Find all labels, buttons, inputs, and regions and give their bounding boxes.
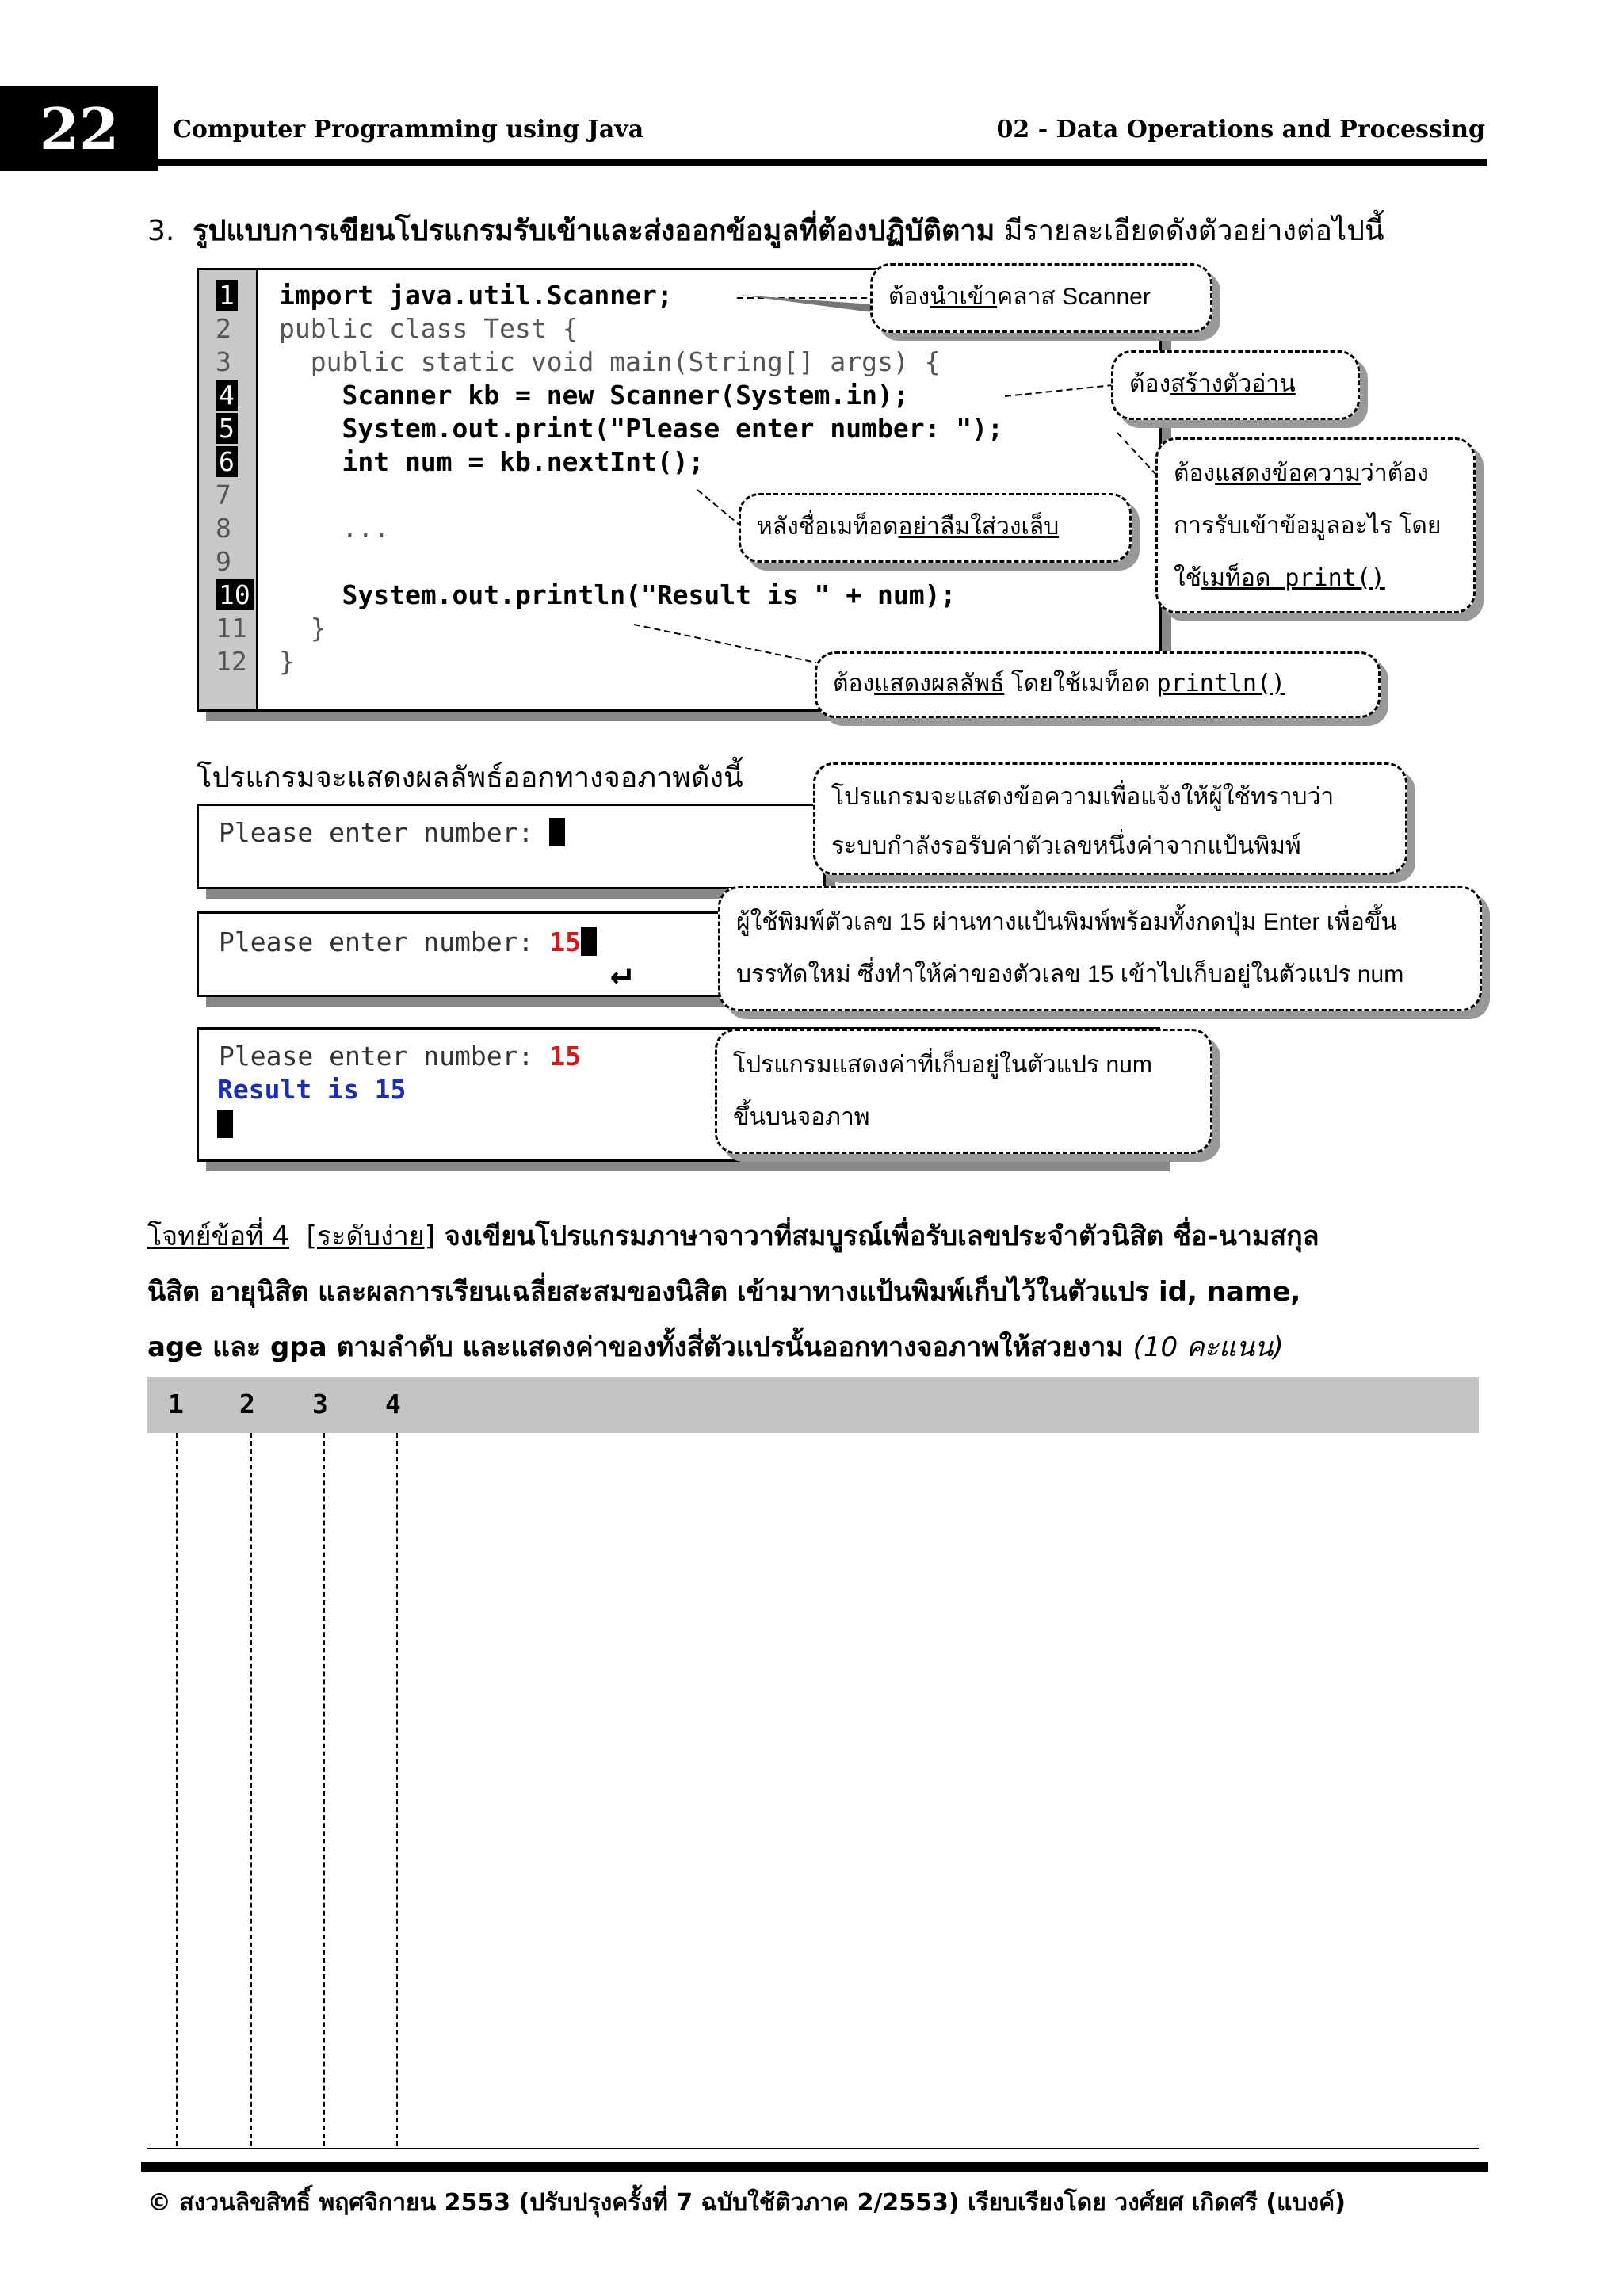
page-number: 22 — [0, 86, 158, 171]
cursor — [217, 1110, 233, 1138]
output-result: Result is 15 — [217, 1074, 407, 1105]
grid-guide-line — [323, 1433, 325, 2146]
exercise-line-2: นิสิต อายุนิสิต และผลการเรียนเฉลี่ยสะสมของนิสิต เข้ามาทางแป้นพิมพ์เก็บไว้ในตัวแปร id, name, — [147, 1276, 1301, 1308]
cursor — [581, 927, 597, 956]
callout-show-message: ต้องแสดงข้อความว่าต้อง การรับเข้าข้อมูลอะไร โดย ใช้เมท็อด print() — [1155, 437, 1476, 613]
code-line: } — [279, 646, 295, 677]
exercise-level: [ระดับง่าย] — [306, 1221, 435, 1252]
grid-guide-line — [176, 1433, 178, 2146]
line-number: 7 — [216, 479, 231, 510]
exercise-points: (10 คะแนน) — [1132, 1331, 1284, 1363]
grid-column-number: 1 — [168, 1389, 184, 1419]
line-number: 12 — [216, 646, 247, 677]
output-line: Please enter number: 15 — [219, 1041, 581, 1072]
code-line: int num = kb.nextInt(); — [279, 446, 705, 477]
output-line — [217, 1110, 233, 1138]
grid-column-number: 2 — [239, 1389, 255, 1419]
line-number: 2 — [216, 313, 231, 344]
callout-waiting: โปรแกรมจะแสดงข้อความเพื่อแจ้งให้ผู้ใช้ทราบว่า ระบบกำลังรอรับค่าตัวเลขหนึ่งค่าจากแป้นพิมพ์ — [813, 762, 1407, 875]
line-number: 8 — [216, 513, 231, 544]
exercise-line-1 — [147, 1214, 1319, 1257]
output-line: Please enter number: 15 — [219, 926, 597, 959]
answer-grid-bottom — [147, 2148, 1479, 2149]
exercise-text: จงเขียนโปรแกรมภาษาจาวาที่สมบูรณ์เพื่อรับเลขประจำตัวนิสิต ชื่อ-นามสกุล — [435, 1221, 1319, 1252]
footer-copyright: © สงวนลิขสิทธิ์ พฤศจิกายน 2553 (ปรับปรุงครั้งที่ 7 ฉบับใช้ติวภาค 2/2553) เรียบเรียงโดย วงศ์ยศ เกิดศรี (แบงค์) — [147, 2189, 1346, 2217]
code-line: ... — [279, 513, 390, 544]
output-label: โปรแกรมจะแสดงผลลัพธ์ออกทางจอภาพดังนี้ — [197, 762, 743, 794]
line-number: 4 — [216, 379, 254, 412]
callout-parentheses: หลังชื่อเมท็อดอย่าลืมใส่วงเล็บ — [739, 493, 1132, 563]
line-number: 1 — [216, 279, 254, 312]
code-line: System.out.println("Result is " + num); — [279, 579, 957, 610]
cursor — [549, 818, 565, 846]
code-line: } — [279, 613, 327, 644]
header-book-title: Computer Programming using Java — [173, 116, 644, 143]
output-line: Please enter number: — [219, 816, 565, 850]
enter-key-icon: ↵ — [610, 952, 632, 992]
callout-import: ต้องนำเข้าคลาส Scanner — [870, 263, 1212, 333]
callout-show-result: ต้องแสดงผลลัพธ์ โดยใช้เมท็อด println() — [815, 651, 1381, 718]
exercise-line-3: age และ gpa ตามลำดับ และแสดงค่าของทั้งสี่ตัวแปรนั้นออกทางจอภาพให้สวยงาม (10 คะแนน) — [147, 1331, 1284, 1363]
section-heading-rest: มีรายละเอียดดังตัวอย่างต่อไปนี้ — [995, 215, 1384, 247]
line-number: 9 — [216, 546, 231, 577]
section-number: 3. — [147, 215, 175, 247]
line-number: 10 — [216, 579, 254, 612]
line-number: 11 — [216, 613, 247, 644]
code-line: public class Test { — [279, 313, 579, 344]
callout-user-input: ผู้ใช้พิมพ์ตัวเลข 15 ผ่านทางแป้นพิมพ์พร้อมทั้งกดปุ่ม Enter เพื่อขึ้น บรรทัดใหม่ ซึ่งทำให้ค่าของตัวเลข 15 เข้าไปเก็บอยู่ในตัวแปร num — [718, 886, 1482, 1011]
callout-show-value: โปรแกรมแสดงค่าที่เก็บอยู่ในตัวแปร num ขึ้นบนจอภาพ — [715, 1029, 1212, 1154]
answer-grid-header — [147, 1377, 1479, 1433]
code-line: import java.util.Scanner; — [279, 280, 673, 311]
exercise-title: โจทย์ข้อที่ 4 — [147, 1221, 290, 1252]
header-chapter-title: 02 - Data Operations and Processing — [996, 116, 1485, 143]
code-line: public static void main(String[] args) { — [279, 346, 941, 377]
line-number: 5 — [216, 412, 254, 445]
grid-guide-line — [250, 1433, 252, 2146]
callout-create-reader: ต้องสร้างตัวอ่าน — [1111, 350, 1360, 420]
footer-rule — [141, 2162, 1488, 2172]
line-number: 3 — [216, 346, 231, 377]
code-line: System.out.print("Please enter number: "); — [279, 413, 1003, 444]
grid-column-number: 3 — [312, 1389, 328, 1419]
grid-column-number: 4 — [385, 1389, 401, 1419]
line-number: 6 — [216, 445, 254, 479]
grid-guide-line — [396, 1433, 398, 2146]
section-heading-bold: รูปแบบการเขียนโปรแกรมรับเข้าและส่งออกข้อมูลที่ต้องปฏิบัติตาม — [193, 215, 995, 247]
code-line: Scanner kb = new Scanner(System.in); — [279, 380, 909, 411]
